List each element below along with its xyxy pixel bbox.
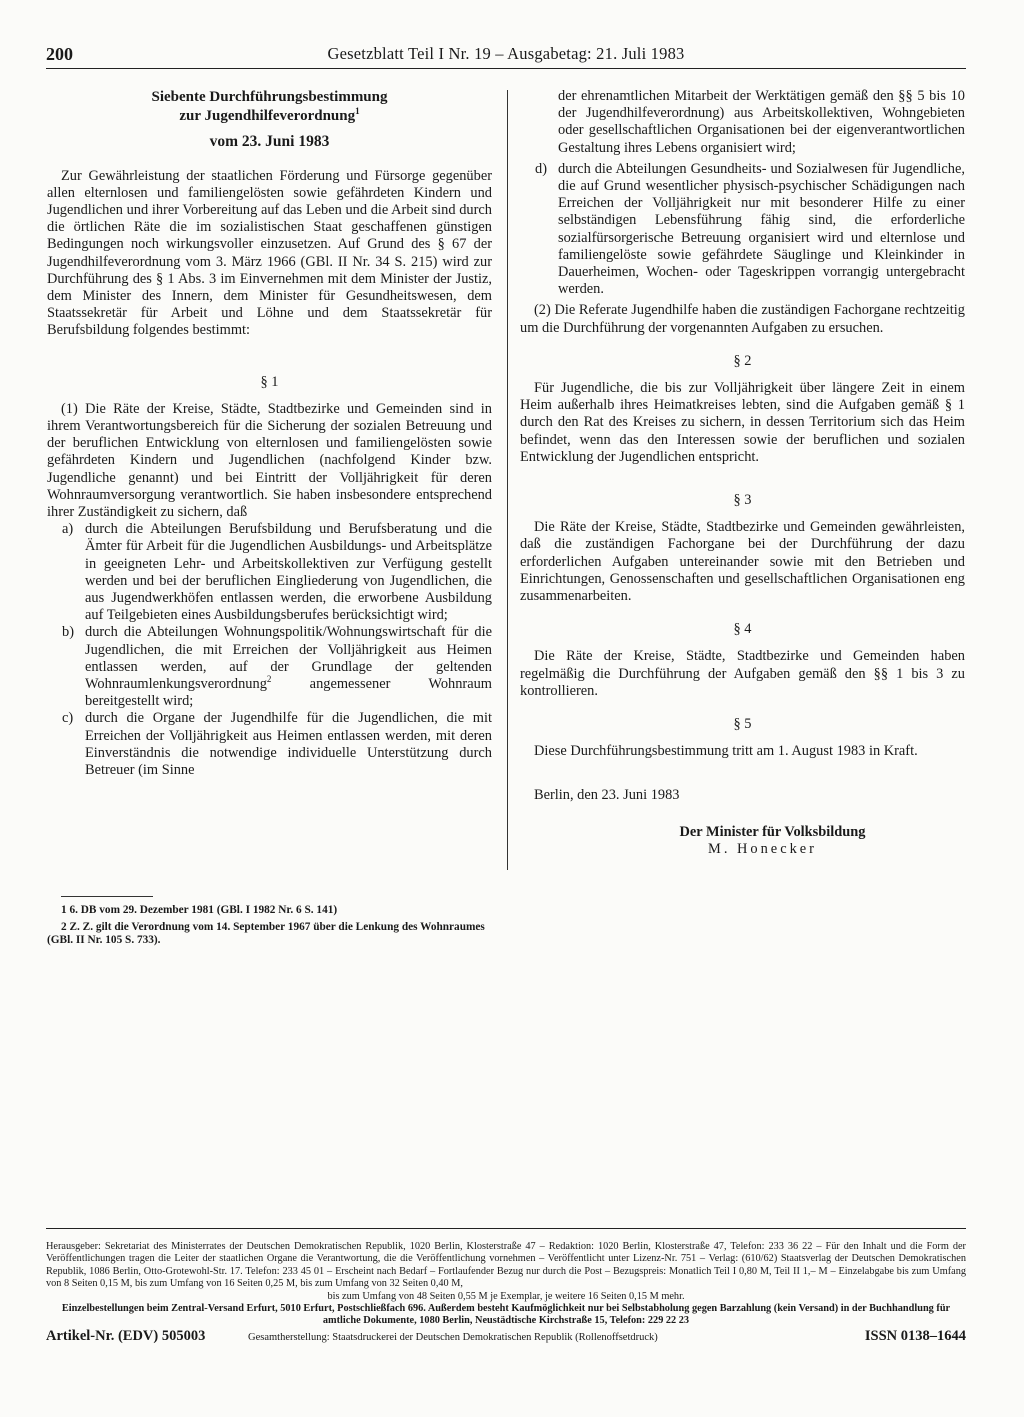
list-item-d: d) durch die Abteilungen Gesundheits- und Sozialwesen für Jugendliche, die auf Grund wesentlicher physisch-psychischer Schädigungen nach Erreichen der Volljährigkeit nur mit besonderer Hilfe zu einer selbständigen Lebensführung fähig sind, die erforderliche sozialfürsorgerische Betreuung organisiert wird und elternlose und familiengelöste sowie gefährdete Säuglinge und Kleinkinder in Dauerheimen, Wochen- oder Tageskrippen vorrangig untergebracht werden. (535, 160, 965, 298)
title-line-1: Siebente Durchführungsbestimmung (151, 89, 388, 105)
minister-title: Der Minister für Volksbildung (679, 823, 866, 840)
section-5-text: Diese Durchführungsbestimmung tritt am 1. August 1983 in Kraft. (534, 743, 918, 760)
imprint-text-last: bis zum Umfang von 48 Seiten 0,55 M je Exemplar, je weitere 16 Seiten 0,15 M mehr. (327, 1290, 685, 1302)
section-3-text: Die Räte der Kreise, Städte, Stadtbezirke und Gemeinden gewährleisten, daß die zuständigen Fachorgane bei der Durchführung der dazu erforderlichen Aufgaben untereinander sowie mit den Betrieben und Einrichtungen, Genossenschaften und gesellschaftlichen Organisationen eng zusammenarbeiten. (520, 519, 965, 605)
list-item-c: c) durch die Organe der Jugendhilfe für die Jugendlichen, die mit Erreichen der Volljährigkeit aus Heimen entlassen werden, mit deren Einverständnis die notwendige individuelle Unterstützung durch Betreuer (im Sinne (62, 710, 492, 778)
issn: ISSN 0138–1644 (864, 1327, 966, 1344)
imprint-footer (46, 1327, 966, 1348)
section-2-text: Für Jugendliche, die bis zur Volljährigkeit über längere Zeit in einem Heim außerhalb ihres Heimatkreises lebten, sind die Aufgaben gemäß § 1 durch den Rat des Kreises zu sichern, in dessen Territorium sich das Heim befindet, wenn das den Interessen sowie der beruflichen und sozialen Entwicklung der Jugendlichen entspricht. (520, 380, 965, 465)
decree-title (47, 88, 492, 152)
footnote-ref-1: 1 (355, 105, 360, 116)
imprint-text: Herausgeber: Sekretariat des Ministerrates der Deutschen Demokratischen Republik, 1020 Berlin, Klosterstraße 47 – Redaktion: 1020 Berlin, Klosterstraße 47, Telefon: 233 36 22 – Für den Inhalt und die Form der Veröffentlichungen tragen die Leiter der staatlichen Organe die Verantwortung, die die Veröffentlichung vornehmen – Veröffentlicht unter Lizenz-Nr. 751 – Verlag: (610/62) Staatsverlag der Deutschen Demokratischen Republik, 1086 Berlin, Otto-Grotewohl-Str. 17. Telefon: 233 45 01 – Erscheint nach Bedarf – Fortlaufender Bezug nur durch die Post – Bezugspreis: Monatlich Teil I 0,80 M, Teil II 1,– M – Einzelabgabe bis zum Umfang von 8 Seiten 0,15 M, bis zum Umfang von 16 Seiten 0,25 M, bis zum Umfang von 32 Seiten 0,40 M, (46, 1241, 966, 1290)
section-5-heading: § 5 (733, 716, 752, 733)
column-divider (507, 90, 508, 870)
section-4-heading: § 4 (733, 621, 752, 638)
left-column (47, 88, 492, 779)
footnote-ref-2: 2 (266, 674, 272, 685)
section-1-paragraph-1: (1) Die Räte der Kreise, Städte, Stadtbezirke und Gemeinden sind in ihrem Verantwortungsbereich für die Sicherung der sozialen Betreuung und der beruflichen Entwicklung von elternlosen und familiengelösten sowie gefährdeten Kindern und Jugendlichen (nachfolgend Kinder bzw. Jugendliche genannt) und bei Eintritt der Volljährigkeit für deren Wohnraumversorgung verantwortlich. Sie haben insbesondere entsprechend ihrer Zuständigkeit zu sichern, daß (47, 400, 492, 520)
printer-info: Gesamtherstellung: Staatsdruckerei der Deutschen Demokratischen Republik (Rollenoffsetdruck) (248, 1331, 658, 1343)
footnote-rule (61, 896, 153, 897)
article-number: Artikel-Nr. (EDV) 505003 (46, 1327, 206, 1344)
imprint (46, 1228, 966, 1348)
minister-name: M. Honecker (708, 840, 817, 857)
gazette-title: Gesetzblatt Teil I Nr. 19 – Ausgabetag: 21. Juli 1983 (327, 44, 685, 63)
footnote-2: 2 Z. Z. gilt die Verordnung vom 14. September 1967 über die Lenkung des Wohnraumes (GBl. II Nr. 105 S. 733). (47, 921, 485, 946)
list-item-b: b) durch die Abteilungen Wohnungspolitik/Wohnungswirtschaft für die Jugendlichen, die mit Erreichen der Volljährigkeit aus Heimen entlassen werden, auf der Grundlage der geltenden Wohnraumlenkungsverordnung$^2$ angemessener Wohnraum bereitgestellt wird; (62, 624, 492, 710)
footnotes (47, 904, 492, 951)
section-2-heading: § 2 (733, 352, 752, 369)
section-1-paragraph-2: (2) Die Referate Jugendhilfe haben die zuständigen Fachorgane rechtzeitig um die Durchführung der vorgenannten Aufgaben zu ersuchen. (520, 302, 965, 336)
decree-date: vom 23. Juni 1983 (209, 133, 330, 150)
list-item-a: a) durch die Abteilungen Berufsbildung und Berufsberatung und die Ämter für Arbeit für die Jugendlichen Ausbildungs- und Arbeitsplätze in geeigneten Lehr- und Arbeitskollektiven zur Verfügung gestellt werden und bei der beruflichen Eingliederung von Jugendlichen, die aus Jugendwerkhöfen entlassen werden, die erworbene Ausbildung auf Teilgebieten eines Ausbildungsberufes berücksichtigt wird; (62, 521, 492, 624)
section-1-heading: § 1 (260, 373, 279, 390)
ordering-info: Einzelbestellungen beim Zentral-Versand Erfurt, 5010 Erfurt, Postschließfach 696. Außerdem besteht Kaufmöglichkeit nur bei Selbstabholung gegen Barzahlung (kein Versand) in der Buchhandlung für amtliche Dokumente, 1080 Berlin, Neustädtische Kirchstraße 15, Telefon: 229 22 23 (61, 1303, 951, 1327)
section-1-list (47, 521, 492, 779)
title-line-2: zur Jugendhilfeverordnung$^1$ (179, 105, 360, 124)
page-header (46, 44, 966, 69)
list-item-c-continued: der ehrenamtlichen Mitarbeit der Werktätigen gemäß den §§ 5 bis 10 der Jugendhilfeverordnung) aus Arbeitskollektiven, Wohngebieten oder gesellschaftlichen Organisationen bei der eigenverantwortlichen Gestaltung ihres Lebens organisiert wird; (558, 88, 965, 156)
page-number: 200 (46, 44, 73, 64)
section-4-text: Die Räte der Kreise, Städte, Stadtbezirke und Gemeinden haben regelmäßig die Durchführung der Aufgaben gemäß den §§ 1 bis 3 zu kontrollieren. (520, 648, 965, 699)
footnote-1: 1 6. DB vom 29. Dezember 1981 (GBl. I 1982 Nr. 6 S. 141) (61, 904, 338, 916)
section-1-list-continued (520, 161, 965, 299)
right-column (520, 88, 965, 858)
preamble: Zur Gewährleistung der staatlichen Förderung und Fürsorge gegenüber allen elternlosen und familiengelösten sowie gefährdeten Kindern und Jugendlichen und ihrer Vorbereitung auf das Leben und die Arbeit sind durch die örtlichen Räte die im sozialistischen Staat geschaffenen günstigen Bedingungen noch wirkungsvoller einzusetzen. Auf Grund des § 67 der Jugendhilfeverordnung vom 3. März 1966 (GBl. II Nr. 34 S. 215) wird zur Durchführung des § 1 Abs. 3 im Einvernehmen mit dem Minister der Justiz, dem Minister des Innern, dem Minister für Gesundheitswesen, dem Staatssekretär für Arbeit und Löhne und dem Staatssekretär für Berufsbildung folgendes bestimmt: (47, 167, 492, 339)
place-date: Berlin, den 23. Juni 1983 (534, 786, 680, 803)
section-3-heading: § 3 (733, 492, 752, 509)
